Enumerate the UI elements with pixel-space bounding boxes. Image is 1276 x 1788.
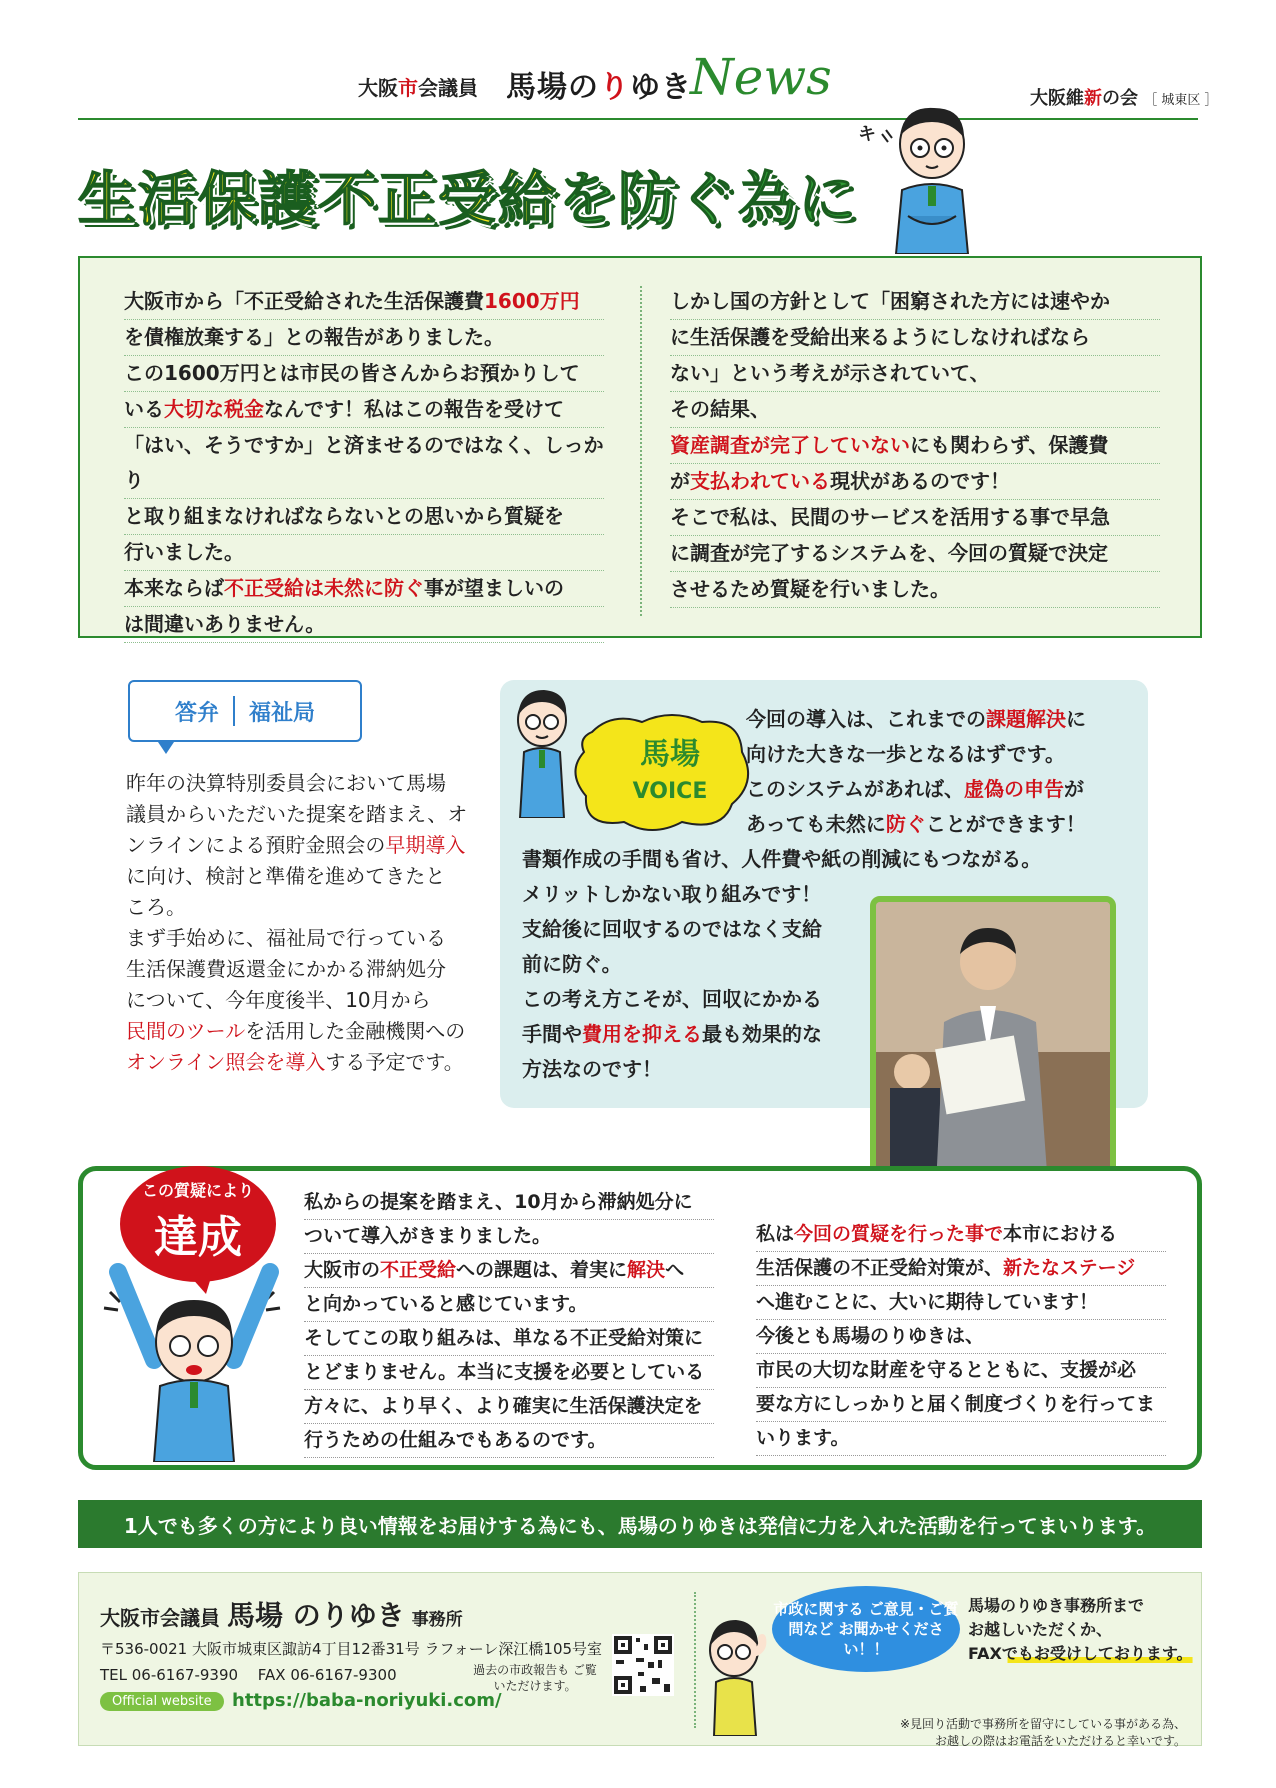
intro-line: 行いました。 (124, 535, 604, 571)
intro-line: させるため質疑を行いました。 (670, 572, 1160, 608)
title-part-b: を防ぐ為に (558, 165, 859, 233)
voice-line: 支給後に回収するのではなく支給 (522, 917, 822, 941)
voice-line: このシステムがあれば、虚偽の申告が (746, 777, 1084, 801)
achievement-bubble-title: 達成 (154, 1212, 242, 1263)
footer-contact-note (968, 1594, 1193, 1666)
voice-line: 前に防ぐ。 (522, 952, 622, 976)
achievement-line: と向かっていると感じています。 (304, 1288, 714, 1322)
answer-label-separator (233, 696, 235, 726)
footer-footnote-line: ※見回り活動で事務所を留守にしている事がある為、 (899, 1717, 1186, 1731)
header-name: 馬場のりゆき (506, 70, 692, 105)
achievement-line: 生活保護の不正受給対策が、新たなステージ (756, 1252, 1166, 1286)
footer-divider (694, 1592, 696, 1728)
voice-burst-subtitle: VOICE (632, 779, 708, 804)
answer-label-a: 答弁 (174, 700, 219, 726)
header-party: 大阪維新の会 ［ 城東区 ］ (1030, 88, 1218, 109)
answer-label (128, 680, 362, 742)
answer-line: ンラインによる預貯金照会の早期導入 (126, 833, 466, 857)
answer-body (126, 768, 482, 1078)
intro-line: 「はい、そうですか」と済ませるのではなく、しっかり (124, 428, 604, 499)
achievement-line: 今後とも馬場のりゆきは、 (756, 1320, 1166, 1354)
intro-line: と取り組まなければならないとの思いから質疑を (124, 499, 604, 535)
achievement-line: 市民の大切な財産を守るとともに、支援が必 (756, 1354, 1166, 1388)
voice-burst-title: 馬場 (640, 737, 700, 772)
speaker-photo (870, 896, 1116, 1192)
intro-divider (640, 286, 642, 616)
header-rule (78, 118, 1198, 120)
intro-left-column (124, 284, 604, 643)
intro-line: を債権放棄する」との報告がありました。 (124, 320, 604, 356)
answer-line: ころ。 (126, 895, 186, 919)
achievement-line: 行うための仕組みでもあるのです。 (304, 1424, 714, 1458)
intro-line: に生活保護を受給出来るようにしなければなら (670, 320, 1160, 356)
voice-line: 向けた大きな一歩となるはずです。 (746, 742, 1065, 766)
character-listening-illustration (700, 1616, 768, 1736)
intro-line: その結果、 (670, 392, 1160, 428)
answer-line: に向け、検討と準備を進めてきたと (126, 864, 446, 888)
intro-line: に調査が完了するシステムを、今回の質疑で決定 (670, 536, 1160, 572)
achievement-line: 大阪市の不正受給への課題は、着実に解決へ (304, 1254, 714, 1288)
character-cheering-illustration (98, 1262, 288, 1462)
intro-line: は間違いありません。 (124, 607, 604, 643)
answer-line: 昨年の決算特別委員会において馬場 (126, 771, 446, 795)
achievement-line: 私は今回の質疑を行った事で本市における (756, 1218, 1166, 1252)
intro-line: 本来ならば不正受給は未然に防ぐ事が望ましいの (124, 571, 604, 607)
footer-footnote (874, 1716, 1186, 1750)
answer-label-tail (158, 742, 174, 754)
achievement-line: へ進むことに、大いに期待しています！ (756, 1286, 1166, 1320)
intro-box (78, 256, 1202, 638)
answer-line: 民間のツールを活用した金融機関への (126, 1019, 466, 1043)
qr-code-icon[interactable] (612, 1634, 674, 1696)
page-title (78, 152, 858, 232)
footer-contact-line: お越しいただくか、 (968, 1620, 1113, 1639)
voice-line: あっても未然に防ぐことができます！ (746, 812, 1086, 836)
voice-line: 方法なのです！ (522, 1057, 662, 1081)
answer-line: について、今年度後半、10月から (126, 988, 431, 1012)
footer-tel-fax: TEL 06-6167-9390 FAX 06-6167-9300 (100, 1666, 397, 1684)
voice-line: メリットしかない取り組みです！ (522, 882, 822, 906)
intro-line: 大阪市から「不正受給された生活保護費1600万円 (124, 284, 604, 320)
answer-line: 生活保護費返還金にかかる滞納処分 (126, 957, 446, 981)
achievement-line: 私からの提案を踏まえ、10月から滞納処分に (304, 1186, 714, 1220)
voice-line: 手間や費用を抑える最も効果的な (522, 1022, 822, 1046)
achievement-line: ついて導入がきまりました。 (304, 1220, 714, 1254)
footer-address: 〒536-0021 大阪市城東区諏訪4丁目12番31号 ラフォーレ深江橋105号室 (100, 1640, 603, 1658)
intro-right-column (670, 284, 1160, 608)
achievement-bubble-subtitle: この質疑により (141, 1181, 255, 1200)
intro-line: が支払われている現状があるのです！ (670, 464, 1160, 500)
header-news-logo: News (690, 48, 832, 106)
answer-label-b: 福祉局 (249, 700, 316, 726)
voice-line: 今回の導入は、これまでの課題解決に (746, 707, 1086, 731)
footer-contact-line: FAXでもお受けしております。 (968, 1644, 1193, 1663)
voice-line: 書類作成の手間も省け、人件費や紙の削減にもつながる。 (522, 847, 1042, 871)
achievement-line: そしてこの取り組みは、単なる不正受給対策に (304, 1322, 714, 1356)
svg-text:キ: キ (858, 124, 876, 145)
intro-line: この1600万円とは市民の皆さんからお預かりして (124, 356, 604, 392)
header-org: 大阪市会議員 (358, 76, 478, 100)
intro-line: しかし国の方針として「困窮された方には速やか (670, 284, 1160, 320)
footer-website-label: Official website (100, 1692, 224, 1711)
footer-office-name: 大阪市会議員 馬場 のりゆき 事務所 (100, 1599, 463, 1632)
footer-contact-line: 馬場のりゆき事務所まで (968, 1596, 1145, 1615)
answer-line: オンライン照会を導入する予定です。 (126, 1050, 464, 1074)
achievement-right-column (756, 1218, 1166, 1456)
green-banner: 1人でも多くの方により良い情報をお届けする為にも、馬場のりゆきは発信に力を入れた活動を行ってまいります。 (78, 1500, 1202, 1548)
intro-line: いる大切な税金なんです！私はこの報告を受けて (124, 392, 604, 428)
achievement-line: 方々に、より早く、より確実に生活保護決定を (304, 1390, 714, 1424)
title-part-a: 生活保護不正受給 (78, 165, 559, 233)
achievement-left-column (304, 1186, 714, 1458)
footer-qr-note: 過去の市政報告も ご覧いただけます。 (473, 1663, 597, 1693)
achievement-line: いります。 (756, 1422, 1166, 1456)
speaker-photo-image (876, 902, 1110, 1186)
footer-footnote-line: お越しの際はお電話をいただけると幸いです。 (934, 1734, 1186, 1748)
achievement-line: 要な方にしっかりと届く制度づくりを行ってま (756, 1388, 1166, 1422)
intro-line: 資産調査が完了していないにも関わらず、保護費 (670, 428, 1160, 464)
achievement-line: とどまりません。本当に支援を必要としている (304, 1356, 714, 1390)
intro-line: ない」という考えが示されていて、 (670, 356, 1160, 392)
intro-line: そこで私は、民間のサービスを活用する事で早急 (670, 500, 1160, 536)
footer-website-link[interactable]: https://baba-noriyuki.com/ (232, 1690, 502, 1711)
answer-line: 議員からいただいた提案を踏まえ、オ (126, 802, 468, 826)
footer-speech-bubble: 市政に関する ご意見・ご質問など お聞かせください！！ (772, 1586, 960, 1672)
answer-line: まず手始めに、福祉局で行っている (126, 926, 446, 950)
voice-line: この考え方こそが、回収にかかる (522, 987, 822, 1011)
character-arms-crossed-illustration (852, 104, 982, 254)
